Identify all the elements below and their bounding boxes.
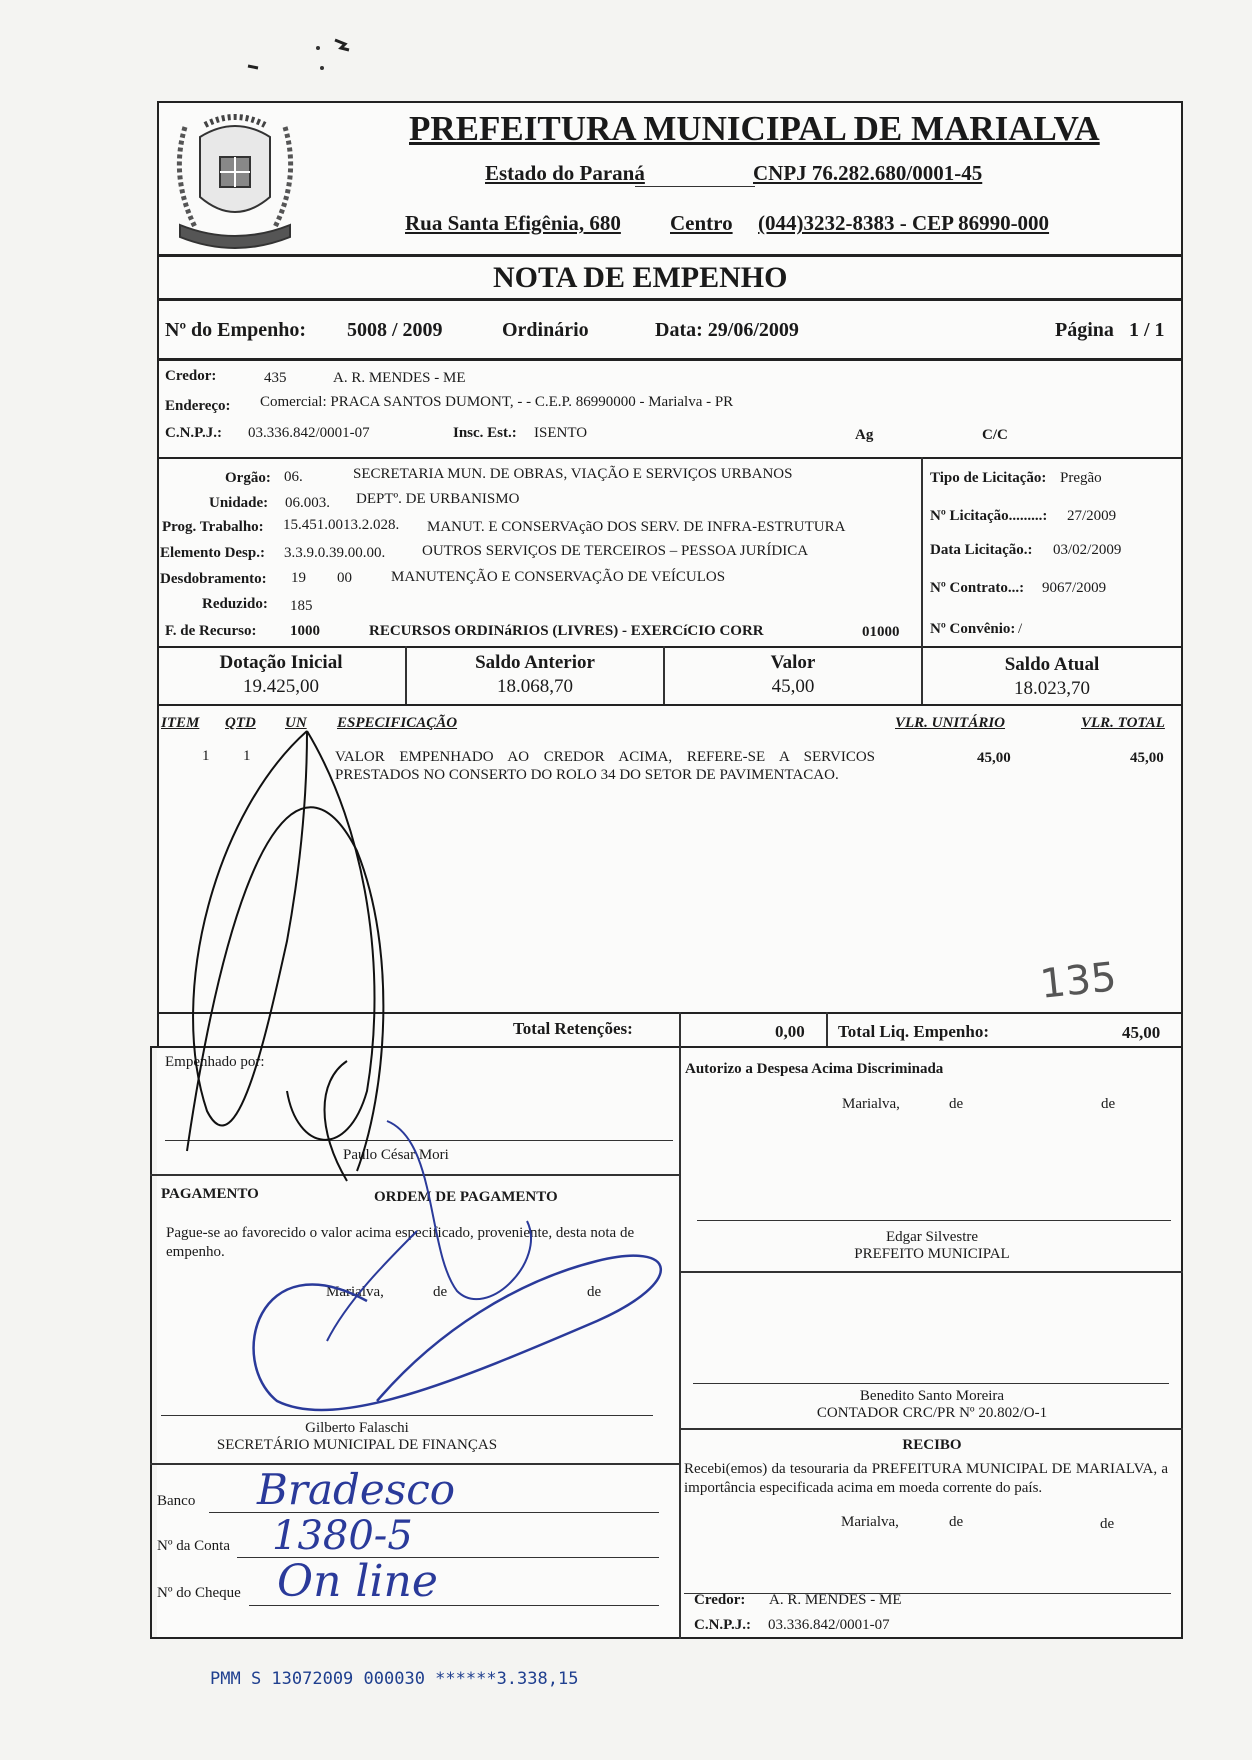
contrato-label: Nº Contrato...: [930, 580, 1025, 596]
fonte-end: 01000 [862, 624, 900, 640]
totals-divider-1 [679, 1012, 681, 1048]
recibo-de1: de [949, 1514, 964, 1530]
autorizo-city: Marialva, [842, 1096, 900, 1112]
reduzido-value: 185 [290, 598, 313, 614]
nota-de-empenho [157, 101, 1183, 1639]
empenhado-bottom-border [150, 1174, 680, 1176]
page-number: 1 / 1 [1129, 319, 1165, 341]
dotacao-inicial-label: Dotação Inicial [219, 652, 343, 673]
insc-label: Insc. Est.: [453, 425, 517, 441]
doc-title: NOTA DE EMPENHO [493, 261, 788, 294]
header-underline [635, 186, 755, 187]
retencoes-value: 0,00 [775, 1022, 805, 1041]
prefeito-signature-line [697, 1220, 1171, 1221]
saldo-anterior-label: Saldo Anterior [475, 652, 595, 673]
scan-marks [240, 30, 360, 80]
item-row-item: 1 [202, 748, 210, 764]
coat-of-arms-icon [165, 107, 305, 253]
conta-handwritten: 1380-5 [272, 1513, 413, 1559]
insc-value: ISENTO [534, 425, 588, 441]
fonte-name: RECURSOS ORDINáRIOS (LIVRES) - EXERCíCIO CORR [369, 623, 764, 639]
col-qtd: QTD [225, 715, 256, 731]
lower-center-divider [679, 1046, 681, 1639]
dotacao-divider [921, 457, 923, 648]
pagamento-label: PAGAMENTO [161, 1186, 259, 1202]
pagamento-de2: de [587, 1284, 602, 1300]
col-especificacao: ESPECIFICAÇÃO [337, 715, 458, 731]
prog-code: 15.451.0013.2.028. [283, 517, 400, 533]
data-licitacao-label: Data Licitação.: [930, 542, 1033, 558]
handwritten-note: 135 [1037, 954, 1119, 1008]
contrato-value: 9067/2009 [1042, 580, 1107, 596]
prefeito-name: Edgar Silvestre [885, 1229, 979, 1245]
totals-divider-2 [826, 1012, 828, 1048]
desdobramento-b: 00 [337, 570, 352, 586]
saldo-atual-value: 18.023,70 [1014, 678, 1090, 699]
recibo-city: Marialva, [841, 1514, 899, 1530]
elemento-name: OUTROS SERVIÇOS DE TERCEIROS – PESSOA JURÍDICA [422, 543, 809, 559]
totals-row [157, 1012, 1183, 1048]
printer-stamp: PMM S 13072009 000030 ******3.338,15 [210, 1669, 579, 1689]
banco-handwritten: Bradesco [257, 1465, 456, 1514]
autorizo-label: Autorizo a Despesa Acima Discriminada [685, 1061, 944, 1077]
saldo-anterior-value: 18.068,70 [497, 676, 573, 697]
municipality-title: PREFEITURA MUNICIPAL DE MARIALVA [409, 109, 1100, 148]
cheque-handwritten: On line [277, 1556, 438, 1607]
saldo-atual-label: Saldo Atual [1004, 654, 1100, 675]
empenhado-signature-line [165, 1140, 673, 1141]
unidade-label: Unidade: [209, 495, 269, 511]
convenio-label: Nº Convênio: [930, 621, 1016, 637]
phone-cep-label: (044)3232-8383 - CEP 86990-000 [758, 211, 1050, 235]
ag-label: Ag [855, 427, 874, 443]
empenhado-label: Empenhado por: [165, 1054, 265, 1070]
desdobramento-a: 19 [291, 570, 306, 586]
orgao-label: Orgão: [225, 470, 271, 486]
unidade-name: DEPTº. DE URBANISMO [356, 491, 520, 507]
desdobramento-label: Desdobramento: [160, 571, 267, 587]
credor-name: A. R. MENDES - ME [333, 370, 466, 386]
contador-bottom-border [680, 1428, 1183, 1430]
empenho-number: 5008 / 2009 [347, 319, 443, 341]
recibo-credor-label: Credor: [694, 1592, 746, 1608]
desdobramento-name: MANUTENÇÃO E CONSERVAÇÃO DE VEÍCULOS [391, 569, 726, 585]
recibo-de2: de [1100, 1516, 1115, 1532]
fonte-label: F. de Recurso: [165, 623, 257, 639]
tipo-licitacao: Pregão [1060, 470, 1102, 486]
pagamento-de1: de [433, 1284, 448, 1300]
item-row-total: 45,00 [1130, 750, 1164, 766]
col-un: UN [285, 715, 307, 731]
contador-name: Benedito Santo Moreira [859, 1388, 1005, 1404]
secretario-name: Gilberto Falaschi [305, 1420, 409, 1436]
banco-label: Banco [157, 1493, 196, 1509]
recibo-cnpj-label: C.N.P.J.: [694, 1617, 751, 1633]
retencoes-label: Total Retenções: [513, 1019, 633, 1038]
pagamento-city: Marialva, [326, 1284, 384, 1300]
recibo-text: Recebi(emos) da tesouraria da PREFEITURA MUNICIPAL DE MARIALVA, a importância especificada acima em moeda corrente do país. [684, 1461, 1168, 1496]
prefeito-role: PREFEITO MUNICIPAL [854, 1246, 1010, 1262]
credor-label: Credor: [165, 368, 217, 384]
convenio-value: / [1018, 621, 1023, 637]
prefeito-bottom-border [680, 1271, 1183, 1273]
district-label: Centro [670, 211, 733, 235]
unidade-code: 06.003. [285, 495, 330, 511]
num-licitacao: 27/2009 [1067, 508, 1117, 524]
tipo-licitacao-label: Tipo de Licitação: [930, 470, 1047, 486]
empenhado-name: Paulo César Mori [343, 1147, 449, 1163]
fonte-code: 1000 [290, 623, 320, 639]
recibo-label: RECIBO [902, 1437, 962, 1453]
col-item: ITEM [161, 715, 200, 731]
col-vlr-total: VLR. TOTAL [1081, 715, 1165, 731]
empenho-date: Data: 29/06/2009 [655, 319, 799, 341]
recibo-cnpj: 03.336.842/0001-07 [768, 1617, 890, 1633]
conta-label: Nº da Conta [157, 1538, 230, 1554]
dotacao-inicial-value: 19.425,00 [243, 676, 319, 697]
valor-value: 45,00 [771, 676, 815, 697]
prog-name: MANUT. E CONSERVAçãO DOS SERV. DE INFRA-ESTRUTURA [427, 519, 846, 535]
data-licitacao: 03/02/2009 [1053, 542, 1122, 558]
credor-cnpj-label: C.N.P.J.: [165, 425, 222, 441]
empenho-type: Ordinário [502, 319, 589, 341]
credor-code: 435 [264, 370, 287, 386]
item-row-spec: VALOR EMPENHADO AO CREDOR ACIMA, REFERE-SE A SERVICOS PRESTADOS NO CONSERTO DO ROLO 34 DO SETOR DE PAVIMENTACAO. [335, 749, 875, 783]
secretario-role: SECRETÁRIO MUNICIPAL DE FINANÇAS [216, 1437, 498, 1453]
cheque-label: Nº do Cheque [157, 1585, 241, 1601]
reduzido-label: Reduzido: [202, 596, 268, 612]
orgao-code: 06. [284, 469, 303, 485]
recibo-signature-line [684, 1593, 1171, 1594]
elemento-label: Elemento Desp.: [160, 545, 265, 561]
liq-empenho-label: Total Liq. Empenho: [838, 1022, 989, 1041]
ordem-pagamento-label: ORDEM DE PAGAMENTO [374, 1189, 558, 1205]
address-label: Rua Santa Efigênia, 680 [405, 211, 621, 235]
cnpj-label: CNPJ 76.282.680/0001-45 [753, 161, 983, 185]
col-vlr-unitario: VLR. UNITÁRIO [895, 715, 1006, 731]
state-label: Estado do Paraná [485, 161, 645, 185]
secretario-signature-line [161, 1415, 653, 1416]
valor-label: Valor [770, 652, 816, 673]
empenho-number-label: Nº do Empenho: [165, 319, 307, 341]
autorizo-de1: de [949, 1096, 964, 1112]
item-row-unit: 45,00 [977, 750, 1011, 766]
contador-role: CONTADOR CRC/PR Nº 20.802/O-1 [816, 1405, 1048, 1421]
credor-address: Comercial: PRACA SANTOS DUMONT, - - C.E.P. 86990000 - Marialva - PR [260, 394, 734, 410]
prog-label: Prog. Trabalho: [162, 519, 264, 535]
autorizo-de2: de [1101, 1096, 1116, 1112]
orgao-name: SECRETARIA MUN. DE OBRAS, VIAÇÃO E SERVIÇOS URBANOS [353, 466, 793, 482]
address-field-label: Endereço: [165, 398, 231, 414]
page-label: Página [1055, 319, 1114, 341]
cc-label: C/C [982, 427, 1008, 443]
contador-signature-line [693, 1383, 1169, 1384]
item-row-qtd: 1 [243, 748, 251, 764]
credor-cnpj: 03.336.842/0001-07 [248, 425, 370, 441]
pagamento-text: Pague-se ao favorecido o valor acima especificado, proveniente, desta nota de empenho. [166, 1225, 635, 1260]
liq-empenho-value: 45,00 [1122, 1023, 1161, 1042]
recibo-credor-name: A. R. MENDES - ME [769, 1592, 902, 1608]
num-licitacao-label: Nº Licitação.........: [930, 508, 1048, 524]
elemento-code: 3.3.9.0.39.00.00. [284, 545, 386, 561]
